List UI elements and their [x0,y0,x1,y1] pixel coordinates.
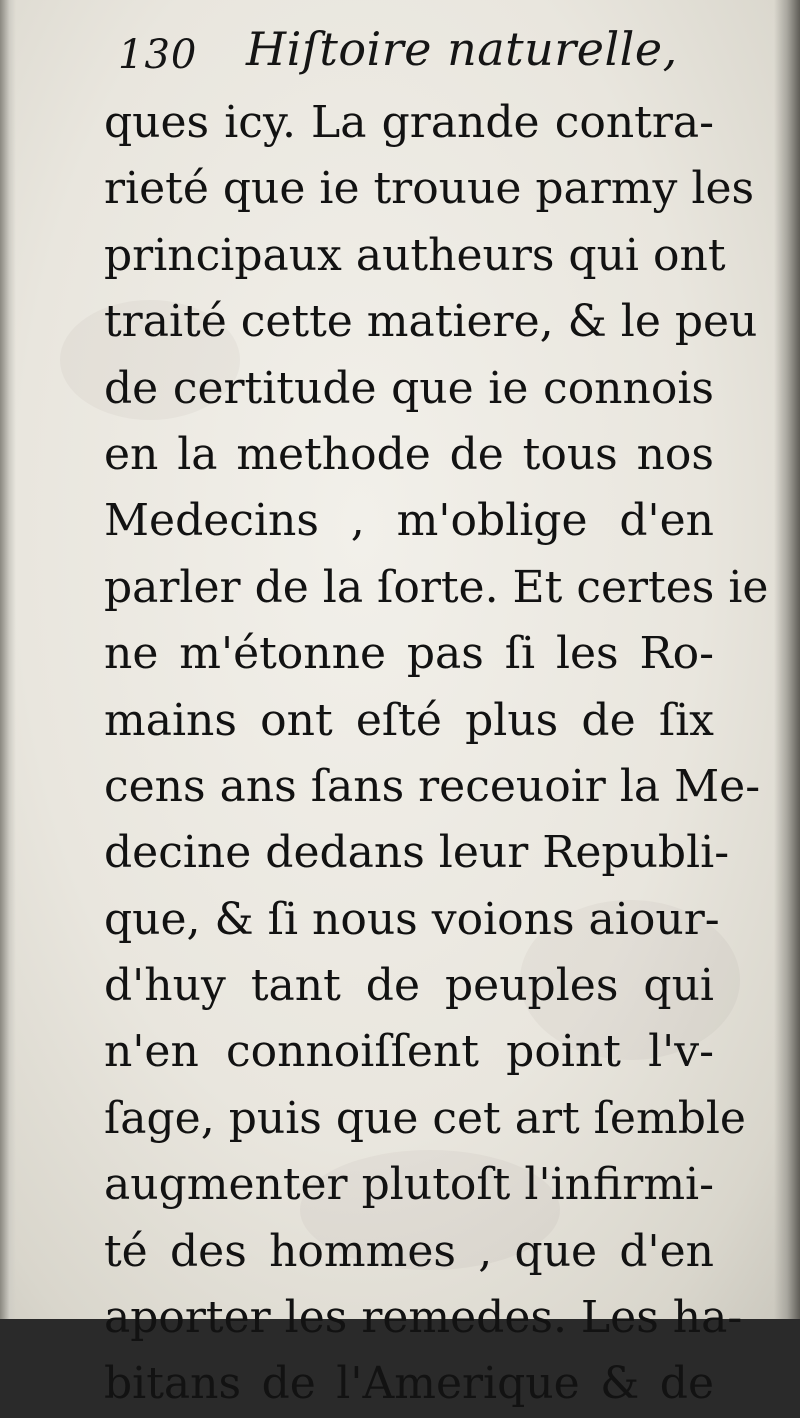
text-line: ſage, puis que cet art ſemble [104,1092,746,1144]
text-line: que, & ſi nous voions aiour- [104,893,720,945]
text-line: parler de la ſorte. Et certes ie [104,561,769,613]
running-head [118,22,678,82]
text-line: decine dedans leur Republi- [104,827,730,879]
text-line: traité cette matiere, & le peu [104,296,758,348]
text-line: ques icy. La grande contra- [104,97,714,148]
page-number: 130 [118,32,198,78]
text-line: mains ont eſté plus de ſix [104,694,714,746]
text-line: ne m'étonne pas ſi les Ro- [104,628,714,680]
text-line: aporter les remedes. Les ha- [104,1292,743,1344]
text-line: bitans de l'Amerique & de [104,1358,714,1410]
text-line: cens ans ſans receuoir la Me- [104,760,761,812]
text-line: Medecins , m'oblige d'en [104,495,714,547]
text-line: n'en connoiſſent point l'v- [104,1026,714,1078]
body-text [104,90,769,1418]
text-line: de certitude que ie connois [104,362,714,414]
text-line: rieté que ie trouue parmy les [104,163,755,215]
running-title: Hiſtoire naturelle, [246,22,678,76]
text-line: té des hommes , que d'en [104,1225,714,1277]
text-line: en la methode de tous nos [104,428,714,480]
text-line: d'huy tant de peuples qui [104,960,714,1012]
page-left-edge-shadow [0,0,16,1319]
text-line: augmenter plutoſt l'infirmi- [104,1159,714,1211]
text-line: principaux autheurs qui ont [104,229,726,281]
page-right-edge-shadow [774,0,800,1319]
